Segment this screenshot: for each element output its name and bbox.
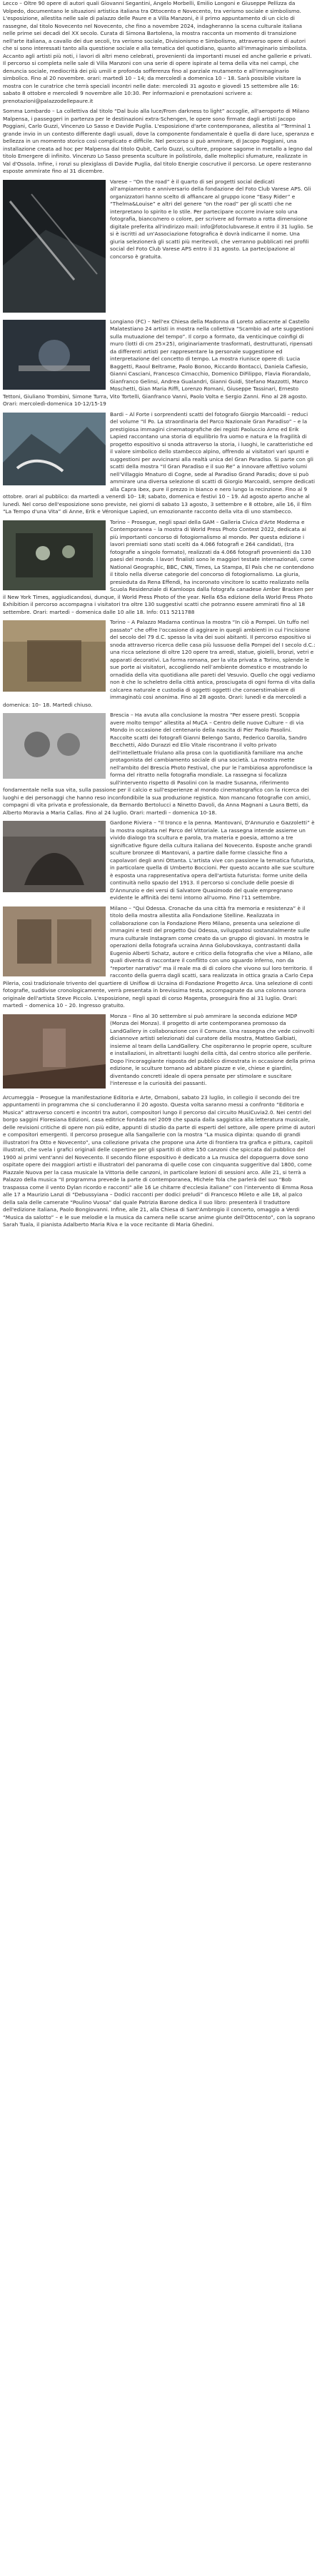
list-item (0, 1094, 317, 1229)
book-cover-image[interactable] (3, 180, 106, 313)
list-item (0, 108, 317, 176)
entry-text: Monza – Fino al 30 settembre si può ammirare la seconda edizione MDP (Monza dei Monza). Il progetto di arte contemporanea promosso da LandGallery in collaborazione con il Comune. Una rassegna che vede coinvolti diciannove artisti selezionati dal curatore della mostra, Matteo Galbiati, insieme al team della LandGallery. Che ospiteranno le proprie opere, sculture e installazioni, in altrettanti luoghi della città, dal centro storico alle periferie. Dopo l'incoraggiante risposta del pubblico dimostrata in occasione della prima edizione, le sculture tornano ad abitare piazze e vie, chiese e giardini, diventando concreti ideale di opera pensate per stimolare e suscitare l'interesse e la curiosità dei passanti. (110, 1012, 316, 1086)
list-item (0, 619, 317, 709)
list-item (0, 178, 317, 315)
list-item (0, 411, 317, 516)
entry-text: Brescia – Ha avuta alla conclusione la mostra “Per essere presti. Scoppia avere molto tempo” allestita al MuCA – Centro delle nuove Culture – di via Mondo in occasione del centenario della nascita di Pier Paolo Pasolini. Raccolte scatti dei fotografi Gianni Belengo Santo, Federico Garolla, Sandro Becchetti, Aldo Durazzi ed Elio Vitale riscontrano il volto privato dell'intellettuale friulano alla prosa con la quotidianità familiare ma anche protagonista del cambiamento sociale di una società. La mostra mette nell'ambito del Brescia Photo Festival, che pur le l'ambiziosa approfondisce la forma del ritratto nella fotografia mondiale. La rassegna si focalizza sull'intervento rispetto di Pasolini con la madre Susanna, riferimento fondamentale nella sua vita, sulla passione per il calcio e sull'esperienze al mondo cinematografico con la ricerca dei luoghi e dei personaggi che hanno reso inconfondibile la sua produzione registica. Non mancano fotografie con amici, compagni di vita privata e professionale, da Bernardo Bertolucci a Ninetto Davoli, da Anna Magnani a Laura Betti, da Alberto Moravia a Maria Callas. Fino al 24 luglio. Orari: martedì – domenica 10-18. (3, 712, 313, 816)
entry-text: Somma Lombardo – La collettiva dal titolo “Dal buio alla luce/From darkness to light” accoglie, all'aeroporto di Milano Malpensa, i passeggeri in partenza per le destinazioni extra-Schengen, le opere sono firmate dagli artisti Jacopo Poggiani, Carlo Guzzi, Vincenzo Lo Sasso e Davide Puglia. L'esposizione d'arte contemporanea, allestita al “Terminal 1 grande invio in un contesto differente dagli usuali, dove la componente fondamentale è quella di dare luce, speranza e bellezza in un momento storico così complicato e difficile. Nel percorso si può ammirare, di Jacopo Poggiani, una installazione creata ad hoc per Malpensa dal titolo Qubit, Carlo Guzzi, scultore, propone sagome in metallo a legno dal titolo Emergere di infinito. Vincenzo Lo Sasso presenta sculture in polistirolo, dalle molteplici sfumature, realizzate in Val d'Ossola. Infine, i ronzi su plexiglass di Davide Puglia, dal titolo Energie coscrutive il percorso. Le opere resteranno esposte ammirate fino al 31 dicembre. (3, 108, 314, 174)
list-item (0, 905, 317, 1010)
exhibition-image[interactable] (3, 620, 106, 692)
list-item (0, 519, 317, 617)
list-item (0, 318, 317, 408)
entry-text: Gardone Riviera – “Il tronco e la penna. Mantovani, D'Annunzio e Gazzoletti” è la mostra ospitata nel Parco del Vittoriale. La rassegna intende assieme un vivido dialogo tra scultura e parola, tra materia e poesia, attorno a tre significative figure della cultura italiana del Novecento. Esposte anche grandi sculture bronzee di Mantovani, a partire dalle forme classiche fino a capolavori degli anni Ottanta. L'artista vive con passione la tematica futurista, in particolare quella di Umberto Boccioni. Per questo accanto alle sue sculture è esposta una rappresentativa opera dell'artista futurista: forme unite della continuità nello spazio del 1913. Il percorso si conclude delle poesie di D'Annunzio e dei versi di Salvatore Quasimodo del quale empregnano evidente le affinità dei temi intorno all'uomo. Fino l'11 settembre. (110, 819, 315, 901)
entry-text: Bardi – Al Forte i sorprendenti scatti del fotografo Giorgio Marcoaldi – reduci del volume “Il Po. La straordinaria del Parco Nazionale Gran Paradiso” – e la prestigiosa immagini cinematografiche dei registi Paoluccio Arno ed Erik Lapied raccontano una storia di equilibrio fra uomo e natura e la fragilità di progetto espositivo si snoda attraverso la storia, i luoghi, le caratteristiche ed il valore simbolico dello stambecco alpino, offrendo ai visitatori vari spunti e suggestioni per avvicinarsi alla realtà unica del Gran Paradiso. Si parte con gli scatti della mostra “Il Gran Paradiso e il suo Re” a innovare affettivo volumi nell’Villaggio Mnaturo di Cogne, sede al Paradiso Grand Paradis; dove si può ammirare una diversa selezione di scatti di Giorgio Marcoaldi, sempre dedicati alla Capra ibex, pure il prezzo in bianco e nero lungo la recinzione. Fino al 9 ottobre. orari al pubblico: da martedì a venerdì 10– 18; sabato, domenica e festivi 10 – 19. Ad agosto aperto anche al lunedì. Nel corso dell'esposizione sono previste, nei giorni di sabato 13 agosto, 3 settembre e 8 ottobre, alle 16, il film “La Tempo d'una Vita” di Anne, Erik e Véronique Lapied, un emozionante racconto della vita di uno stambecco. (3, 410, 315, 515)
entry-text: Torino – Prosegue, negli spazi della GAM – Galleria Civica d'Arte Moderna e Contemporanea – la mostra di World Press Photo Contest 2022, dedicata ai più importanti concorso di fotogiornalismo al mondo. Per questa edizione i lavori premiati sono stati scelti da 4.066 fotografi e 264 candidati, (tra fotografie a singolo formato), realizzati da 4.066 fotografi provenienti da 130 paesi del mondo. I lavori finalisti sono le maggiori testate internazionali, come National Geographic, BBC, CNN, Times, La Stampa, El País che ne contendono il titolo nella diverse categorie del concorso di fotogiornalismo. La giuria, presieduta da Rena Effendi, ha incoronato vincitore lo scatto realizzato nella Scuola Residenziale di Kamloops dalla fotografa canadese Amber Bracken per il New York Times, aggiudicandosi, dunque, il World Press Photo of the year. Nella 65a edizione della World Press Photo Exhibition il percorso accompagna i visitatori tra oltre 130 suggestivi scatti che potranno essere ammirati fino al 18 settembre. Orari: martedì – domenica dalle 10 alle 18. Info: 011 5211788 (3, 518, 315, 615)
exhibition-image[interactable] (3, 413, 106, 485)
exhibition-image[interactable] (3, 1014, 106, 1089)
exhibition-image[interactable] (3, 906, 106, 976)
list-item (0, 0, 317, 105)
exhibition-image[interactable] (3, 320, 106, 390)
entry-text: Torino – A Palazzo Madama continua la mostra “In ciò a Pompei. Un tuffo nel passato” che offre l'occasione di aggirare in quegli ambienti in cui l'incisione del secolo del 79 d.C. spesso la vita dei suoi abitanti. Il percorso espositivo si snoda attraverso ricerca delle casa più lussuose della Pompei del I secolo d.C.: una ricca selezione di oltre 120 opere tra arredi, statue, gioielli, bronzi, vetri e apparati decorativi. La forma romana, per la vita privata a Torino, splende le sue porte ai visitatori, accogliendo nell’ambiente domestico e mostrando lo ornadida della vita quotidiana alle pareti del Vesuvio. Quello che oggi vediamo non è che lo scheletro della città antica, prosciugata di ogni forma di vita dalla calcarea naturale e custodia di oggetti oggetti che conserstimabiare di immaginatù cosi anonima. Fino al 28 agosto. Orari: lunedì e da mercoledì a domenica: 10– 18. Martedì chiuso. (3, 619, 316, 708)
entry-text: Longiano (FC) – Nell'ex Chiesa della Madonna di Loreto adiacente al Castello Malatestiano 24 artisti in mostra nella collettiva “Scambio ad arte suggestioni sulla mutuazione del tempo”. Il corpo a formato, da venticinque coinfigi di muro (lotti di cm 25×25), originariamente trasformati, destrutturati, ripensati da differenti artisti per rappresentare la personale suggestione ed interpretazione del concetto di tempo. La mostra riunisce opere di: Lucia Baggetti, Raoul Beltrame, Paolo Bonoo, Riccardo Bontacci, Daniela Cafiesio, Gianni Casciani, Francesco Cimacchio, Domenico DiFilippo, Flavia Fiorandalo, Gianfranco Gelinsi, Andrea Gualandri, Gianni Guidi, Stefano Mazzotti, Marco Moschetti, Gian Maria Riffi, Lorenzo Romani, Giuseppe Tassinari, Ernesto Tettoni, Giuliano Trombini, Simone Turra, Vito Tortelli, Gianfranco Vanni, Paolo Volta e Sergio Zanni. Fino al 28 agosto. Orari: mercoledì-domenica 10-12/15-19 (3, 318, 313, 407)
list-item (0, 819, 317, 902)
entry-text: Arcumeggia – Prosegue la manifestazione Editoria e Arte, Ornaboni, sabato 23 luglio, in collegio il secondo dei tre appuntamenti in programma che si concluderanno il 20 agosto. Questa volta saranno messi a confronto “Editoria e Musica” attraverso concerti e incontri tra autori, compositori lungo il percorso dal circuito MusiCuvia2.0. Nei centri del borgo saggini Floresiana Edizioni, casa editrice fondata nel 2009 che spazia dalla saggistica alla letteratura musicale, delle revisioni critiche di opere non più edite, appunti di studio da parte di esperti del settore, alle opere prime di autori e compositori emergenti. Il percorso prosegue alla Sangallerie con la mostra “La musica dipinta: quando di grandi illustratori fra Otto e Novecento”, una collezione privata che propone una Arte di frontiera tra grafica e pittura, capitoli illustrati, che svela i grafici originali delle copertine per gli spartiti di oltre 150 canzoni che spiccata dal pubblico del 1900 ai primi vent'anni del Novecento. Il secondo filone espositivo è dedicato a La musica del dopoguerra dove sono ospitate opere dei maggiori artisti e illustratori del panorama di quelle cose con cinquanta suggeritive dal 1800, come Piazzale Nuova per la casa musicale la Vittoria delle canzoni, in particolare lezioni di sessioni arco. Alle 21, si terrà a Palazzo della musica “Il programma prevede la parte di contemporanea, Michele Tola che parlerà del suo “Bob traspassa come il vento Dylan ricordo e racconti” alle 16 Le chitarre d'ecclesia italiane” con l'intervento di Emma Rosa alle 17 a Maurizio Lanzi di “Debussyiana – Dodici racconti per dodici preludi” di Francesco Mileto e alle 18, al palco della sala delle camerate “Poulino Vuosa” dal quale Patrizia Barone dedica il suo libro: presenterà il traduttore dell'edizione italiana, Paolo Bongiovanni. Infine, alle 21, alla Chiesa di Sant'Ambrogio il concerto, omaggio a Verdi “Musica da salotto” – e le sue melodie e la musica da camera nelle scarse anime giunte dell'Ottocento”, con la soprano Sarah Tuala, il pianista Adalberto Maria Riva e la voce recitante di Maria Ghedini. (3, 1093, 316, 1228)
entry-text: Lecco – Oltre 90 opere di autori quali Giovanni Segantini, Angelo Morbelli, Emilio Longoni e Giuseppe Pellizza da Volpedo, documentano le situazioni artistica italiana tra Ottocento e Novecento, tra verismo sociale e simbolismo. L'esposizione, allestita nelle sale di palazzo delle Paure e a Villa Manzoni, è il primo appuntamento di un ciclo di rassegne, dal titolo Novecento nel Novecento, che fino a novembre 2024, indagheranno la scena culturale italiana nelle prime sei decadi del XX secolo. Curata di Simona Bartolena, la mostra racconta un momento di transizione nell'arte italiana, a cavallo dei due secoli, tra verismo sociale, Divisionismo e Simbolismo, attraverso opere di autori che si sono interessati tanto alla questione sociale e alla tematica del quotidiano, quanto all'immaginario simbolista. Accanto agli artisti più noti, i lavori di altri meno celebrati, provenienti da importanti musei ed anche gallerie e privati. Il percorso si completa nelle sale di Villa Manzoni con una serie di opere ispirate al tema della vita nei campi, che denuncia sociale, mediocrità dei più umili e profonda sofferenza fino al parziale mutamento e all'immaginario simbolico. Fino al 20 novembre. orari: martedì 10 – 14; da mercoledì a domenica 10 – 18. Sarà possibile visitare la mostra con le curatrice che terrà speciali incontri nelle date: mercoledì 31 agosto e giovedì 15 settembre alle 16: sabato 8 ottobre e mercoledì 9 novembre alle 10:30. Per informazioni e prenotazioni scrivere a: prenotazioni@palazzodellepaure.it (3, 0, 312, 104)
exhibition-image[interactable] (3, 821, 106, 892)
entry-text: Varese – “On the road” è il quarto di sei progetti social dedicati all'ampiamento e anniversario della fondazione del Foto Club Varese APS. Gli organizzatori hanno scelto di affiancare al gruppo icone “Easy Rider” e “Thelma&Louise” e altri del genere “on the road” per gli scatti che ne interpretano lo spirito e lo stile. Per partecipare occorre inviare solo una fotografia, bianco/nero o colore, per scrivere ad formato a rotta dimensione digitale preferita all'indirizzo mail: info@fotoclubvarese.it entro il 31 luglio. Se si è iscritti ad un'Associazione fotografica è dovrà indicarne il nome. Una giuria selezionerà gli scatti più meritevoli, che verranno pubblicati nei profili social del Foto Club Varese APS entro il 31 agosto. La partecipazione al concorso è gratuita. (110, 178, 313, 260)
exhibition-image[interactable] (3, 713, 106, 779)
exhibition-image[interactable] (3, 520, 106, 590)
list-item (0, 1013, 317, 1091)
list-item (0, 712, 317, 817)
entry-text: Milano – “Qui Odessa. Cronache da una città fra memoria e resistenza” è il titolo della mostra allestita alla Fondazione Stelline. Realizzata in collaborazione con la Fondazione Piero Milano, presenta una selezione di immagini e testi del progetto Qui Odessa, sviluppatosi sostanzialmente sulle mura culturale Instagram come creato da un gruppo di giovani. In mostra le operazioni della fotografa ucraina Anna Golubovskaya, contrastanti dalla Eugenio Alberti Schatz, autore e critico della fotografia che vive a Milano, alle quali diventa di raccontare il conflitto con uno sguardo inferno, non da “reporter narrativo” ma il reale ma di di coloro che vivono sul loro territorio. Il racconto della guerra dagli scatti, sara realizzata in ottica grazia a Carlo Cepa Pileria, così tradizionale trivento del quartiere di Uniflow di Ucraina di Fondazione Progetto Arca. Una selezione di conti fotografie, suddivise cronologicamente, verrà presentata in brevissima testa, accompagnate da una colonna sonora originale dell'artista Steve Piccolo. L'esposizione, negli spazi di corso Magenta, proseguirà fino al 31 luglio. Orari: martedì – domenica 10 – 20. Ingresso gratuito. (3, 904, 313, 1009)
